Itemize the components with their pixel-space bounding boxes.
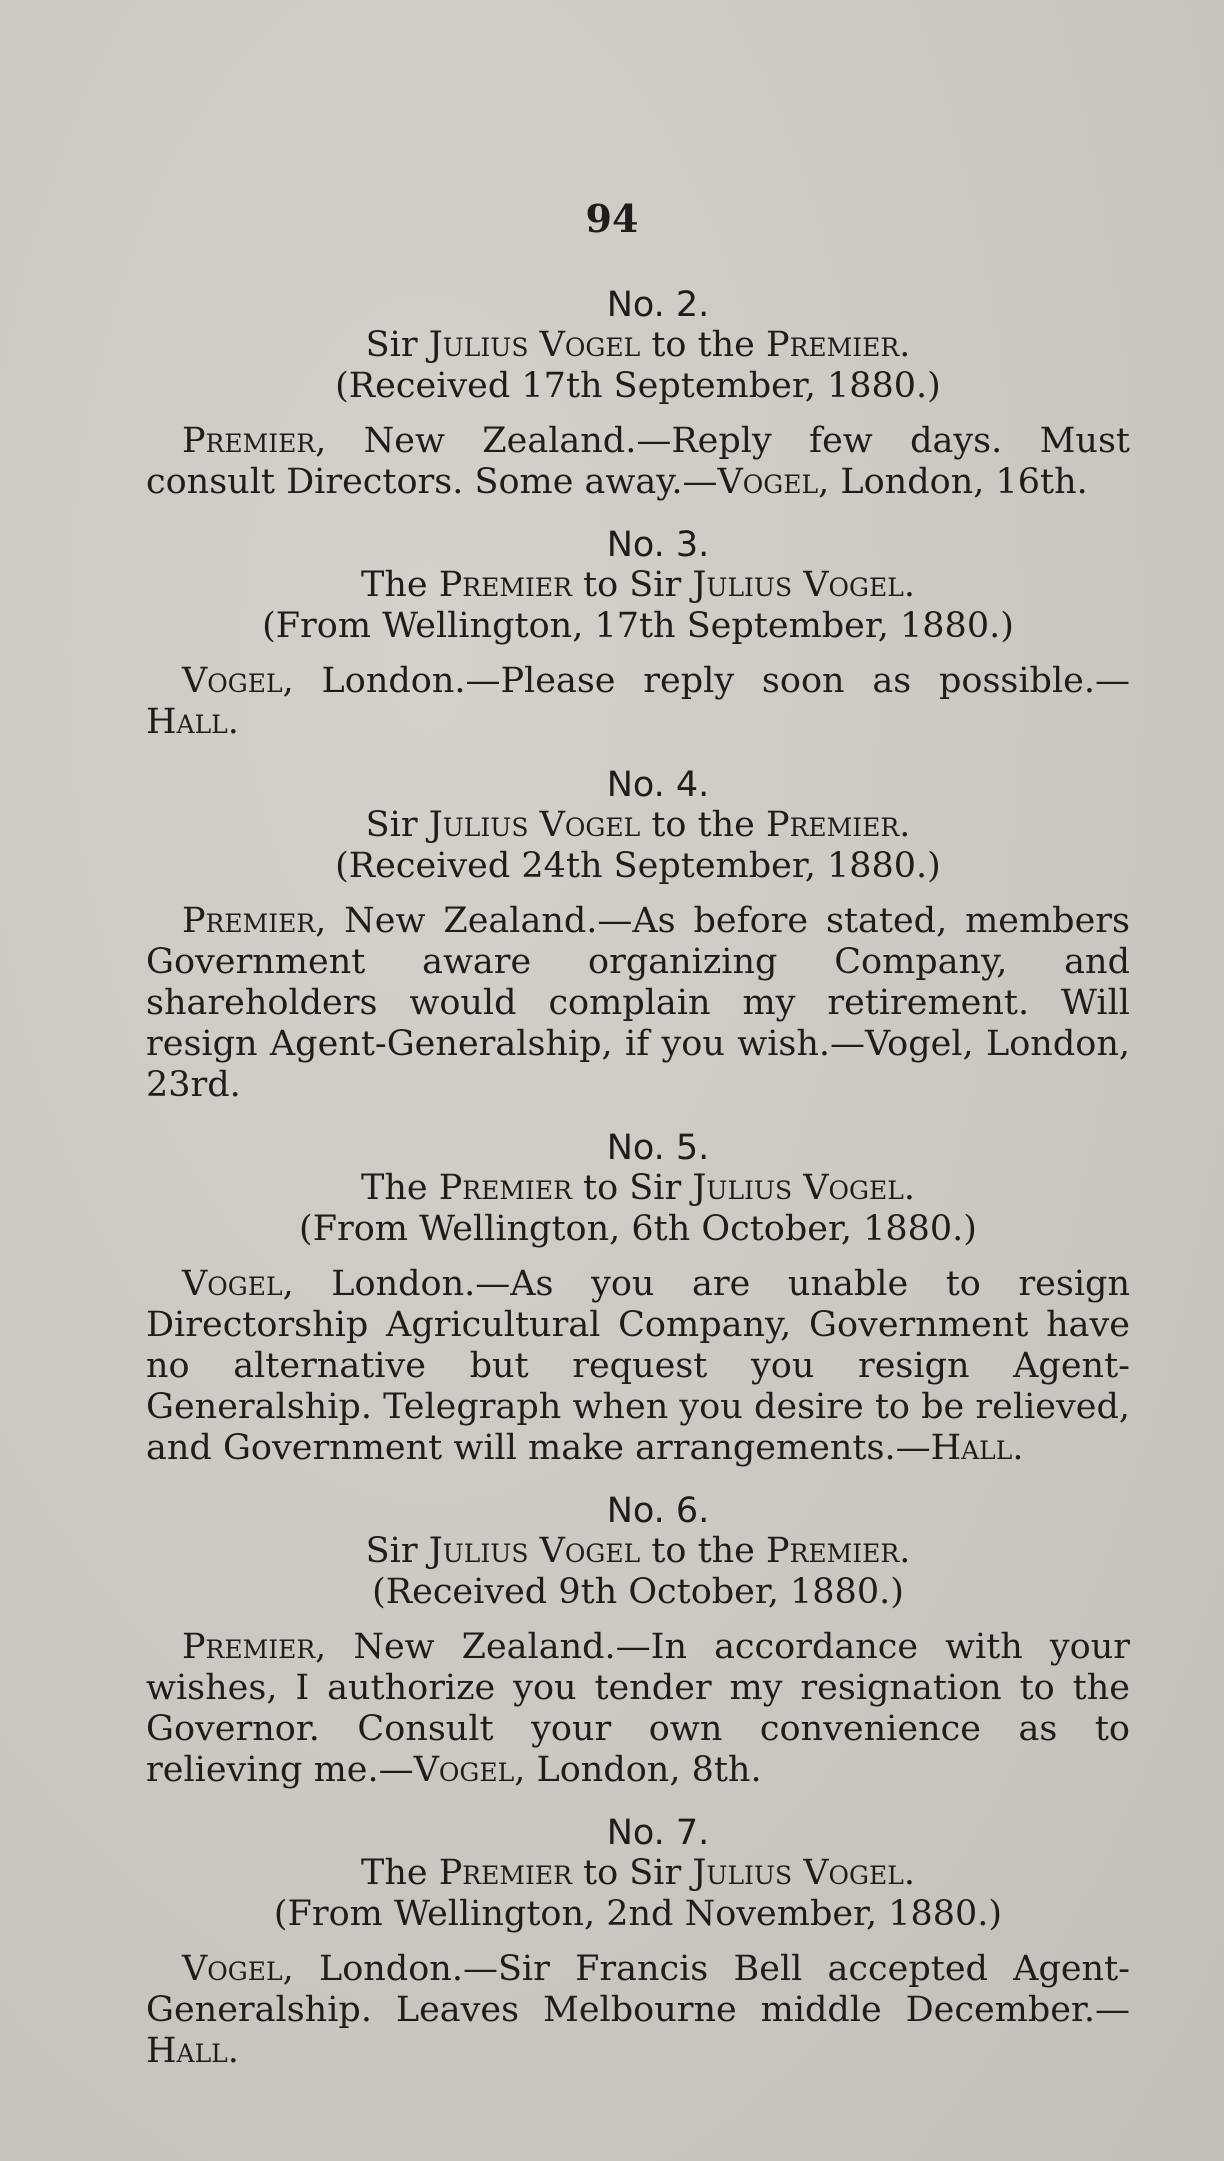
body-signature: Hall	[146, 702, 228, 742]
heading-suffix: .	[903, 1853, 915, 1893]
heading-prefix: The	[361, 1168, 439, 1208]
heading-recipient: Premier	[766, 1531, 900, 1571]
heading-suffix: .	[903, 1168, 915, 1208]
heading-prefix: Sir	[365, 1531, 429, 1571]
heading-sender: Premier	[438, 1853, 572, 1893]
entry-heading	[146, 1531, 1130, 1572]
entry-number: No. 5.	[606, 1128, 710, 1168]
entry-body	[146, 1264, 1130, 1469]
entry-body	[146, 901, 1130, 1106]
heading-suffix: .	[899, 325, 911, 365]
entry-number: No. 7.	[606, 1813, 710, 1853]
heading-prefix: The	[361, 1853, 439, 1893]
entry-number: No. 4.	[606, 765, 710, 805]
body-tail: , London, 8th.	[514, 1750, 762, 1790]
telegram-entry	[146, 1491, 1130, 1791]
body-tail: .	[1012, 1428, 1024, 1468]
telegram-entry	[146, 765, 1130, 1106]
entry-number: No. 2.	[606, 285, 710, 325]
telegram-entry	[146, 1128, 1130, 1469]
body-address: Premier	[182, 421, 316, 461]
entry-body	[146, 421, 1130, 503]
heading-sender: Julius Vogel	[428, 805, 641, 845]
entry-received: (Received 17th September, 1880.)	[335, 366, 941, 406]
body-signature: Vogel	[413, 1750, 515, 1790]
heading-sender: Premier	[438, 565, 572, 605]
heading-connector: to the	[640, 805, 767, 845]
entry-number: No. 3.	[606, 525, 710, 565]
heading-recipient: Premier	[766, 805, 900, 845]
telegram-entry	[146, 285, 1130, 503]
entry-received: (Received 9th October, 1880.)	[372, 1572, 904, 1612]
entry-heading	[146, 1853, 1130, 1894]
telegram-list	[146, 285, 1130, 2094]
heading-recipient: Premier	[766, 325, 900, 365]
body-text: , New Zealand.—As before stated, members Government aware organizing Company, and shareholders would complain my retirement. Will resign Agent-Generalship, if you wish.—Vogel, London, 23rd.	[146, 901, 1130, 1105]
body-address: Premier	[182, 1627, 316, 1667]
heading-recipient: Julius Vogel	[692, 1168, 904, 1208]
body-text: , New Zealand.—Reply few days. Must consult Directors. Some away.—	[146, 421, 1130, 502]
heading-prefix: The	[361, 565, 439, 605]
entry-received: (From Wellington, 6th October, 1880.)	[299, 1209, 977, 1249]
body-signature: Hall	[930, 1428, 1013, 1468]
body-text: , London.—As you are unable to resign Directorship Agricultural Company, Government have no alternative but request you resign Agent-Generalship. Telegraph when you desire to be relieved, and Government will make arrangements.—	[146, 1264, 1130, 1468]
heading-prefix: Sir	[365, 325, 429, 365]
entry-received: (From Wellington, 17th September, 1880.)	[262, 606, 1014, 646]
heading-recipient: Julius Vogel	[692, 565, 904, 605]
page-number: 94	[585, 196, 639, 241]
entry-number: No. 6.	[606, 1491, 710, 1531]
entry-body	[146, 1627, 1130, 1791]
entry-heading	[146, 325, 1130, 366]
telegram-entry	[146, 525, 1130, 743]
body-address: Vogel	[182, 1949, 283, 1989]
body-text: , London.—Please reply soon as possible.—	[282, 661, 1130, 701]
body-address: Vogel	[182, 1264, 283, 1304]
heading-recipient: Julius Vogel	[692, 1853, 904, 1893]
body-tail: .	[227, 2031, 239, 2071]
entry-body	[146, 661, 1130, 743]
body-address: Vogel	[182, 661, 283, 701]
heading-connector: to the	[640, 325, 767, 365]
heading-suffix: .	[899, 1531, 911, 1571]
heading-suffix: .	[899, 805, 911, 845]
heading-connector: to Sir	[571, 565, 693, 605]
body-address: Premier	[182, 901, 316, 941]
body-text: , New Zealand.—In accordance with your wishes, I authorize you tender my resignation to the Governor. Consult your own convenience as to relieving me.—	[146, 1627, 1130, 1790]
heading-connector: to Sir	[571, 1853, 693, 1893]
entry-received: (From Wellington, 2nd November, 1880.)	[273, 1894, 1003, 1934]
body-tail: , London, 16th.	[818, 462, 1088, 502]
telegram-entry	[146, 1813, 1130, 2072]
entry-heading	[146, 1168, 1130, 1209]
entry-body	[146, 1949, 1130, 2072]
entry-heading	[146, 805, 1130, 846]
heading-suffix: .	[903, 565, 915, 605]
heading-sender: Premier	[438, 1168, 572, 1208]
heading-connector: to the	[640, 1531, 767, 1571]
heading-sender: Julius Vogel	[428, 1531, 641, 1571]
body-signature: Hall	[146, 2031, 228, 2071]
heading-sender: Julius Vogel	[428, 325, 641, 365]
entry-received: (Received 24th September, 1880.)	[335, 846, 941, 886]
entry-heading	[146, 565, 1130, 606]
heading-connector: to Sir	[571, 1168, 693, 1208]
heading-prefix: Sir	[365, 805, 429, 845]
body-text: , London.—Sir Francis Bell accepted Agent-Generalship. Leaves Melbourne middle December.—	[146, 1949, 1130, 2030]
body-tail: .	[227, 702, 239, 742]
body-signature: Vogel	[717, 462, 819, 502]
